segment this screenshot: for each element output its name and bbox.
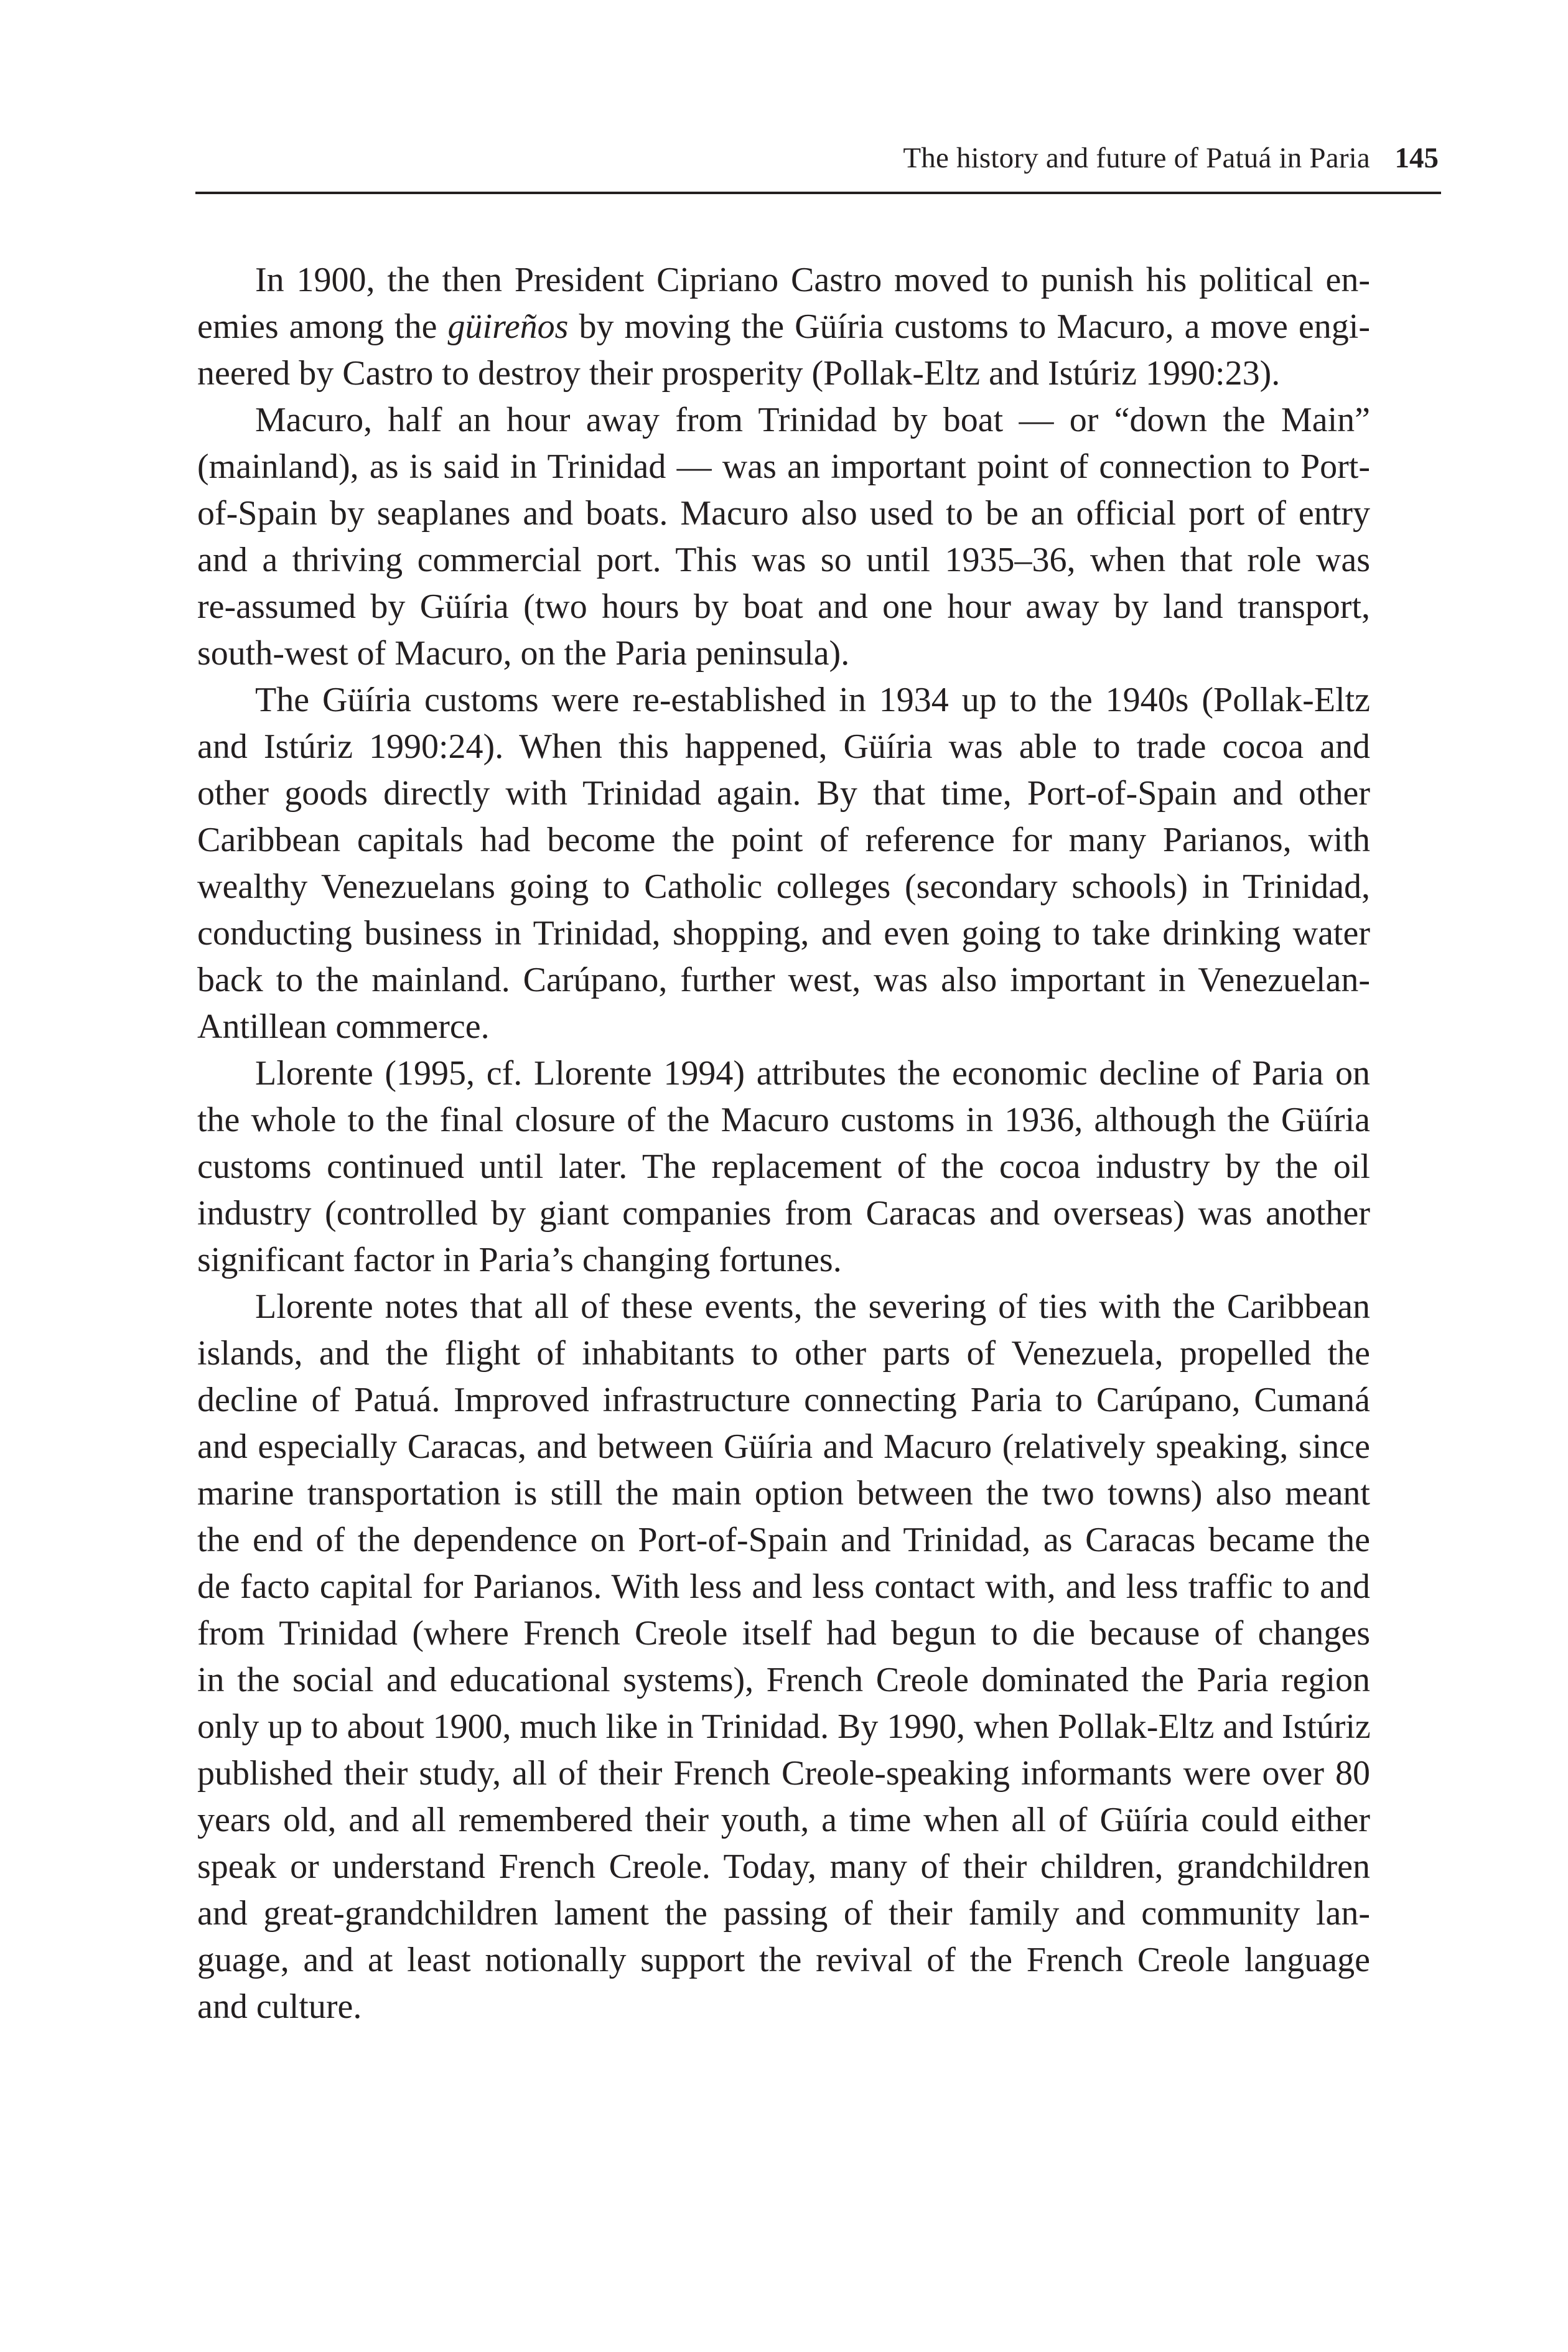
text-line: the whole to the final closure of the Macuro customs in 1936, although the Güíria — [197, 1101, 1370, 1139]
text-line: significant factor in Paria’s changing fortunes. — [197, 1241, 842, 1279]
text-line: and especially Caracas, and between Güíria and Macuro (relatively speaking, since — [197, 1427, 1370, 1466]
text-line: conducting business in Trinidad, shopping, and even going to take drinking water — [197, 914, 1370, 953]
text-line: the end of the dependence on Port-of-Spain and Trinidad, as Caracas became the — [197, 1521, 1370, 1559]
text-line: In 1900, the then President Cipriano Castro moved to punish his political en- — [255, 261, 1370, 299]
text-line: south-west of Macuro, on the Paria peninsula). — [197, 634, 850, 673]
running-head — [195, 139, 1440, 177]
text-line: Llorente notes that all of these events, the severing of ties with the Caribbean — [255, 1287, 1370, 1326]
running-head-title: The history and future of Patuá in Paria — [903, 142, 1370, 174]
text-line: only up to about 1900, much like in Trinidad. By 1990, when Pollak-Eltz and Istúriz — [197, 1707, 1371, 1746]
header-rule-divider — [195, 192, 1441, 194]
text-line: from Trinidad (where French Creole itself had begun to die because of changes — [197, 1614, 1370, 1653]
text-line: Macuro, half an hour away from Trinidad by boat — or “down the Main” — [255, 401, 1370, 439]
paragraph — [197, 1050, 1370, 1284]
text-line: re-assumed by Güíria (two hours by boat and one hour away by land transport, — [197, 587, 1370, 626]
text-line: published their study, all of their French Creole-speaking informants were over 80 — [197, 1754, 1370, 1793]
text-line: industry (controlled by giant companies from Caracas and overseas) was another — [197, 1194, 1370, 1233]
text-line: de facto capital for Parianos. With less and less contact with, and less traffic to and — [197, 1567, 1370, 1606]
text-line: and Istúriz 1990:24). When this happened, Güíria was able to trade cocoa and — [197, 727, 1370, 766]
italic-term: güireños — [447, 307, 569, 346]
text-line: The Güíria customs were re-established in 1934 up to the 1940s (Pollak-Eltz — [255, 681, 1370, 719]
text-line: decline of Patuá. Improved infrastructure connecting Paria to Carúpano, Cumaná — [197, 1381, 1370, 1419]
text-line: back to the mainland. Carúpano, further west, was also important in Venezuelan- — [197, 961, 1370, 999]
text-line: wealthy Venezuelans going to Catholic colleges (secondary schools) in Trinidad, — [197, 867, 1370, 906]
text-line: Llorente (1995, cf. Llorente 1994) attributes the economic decline of Paria on — [255, 1054, 1370, 1093]
text-line: guage, and at least notionally support the revival of the French Creole language — [197, 1941, 1370, 1979]
paragraph — [197, 397, 1370, 677]
text-line: and great-grandchildren lament the passing of their family and community lan- — [197, 1894, 1370, 1933]
text-line: (mainland), as is said in Trinidad — was an important point of connection to Port- — [197, 447, 1370, 486]
text-line: other goods directly with Trinidad again. By that time, Port-of-Spain and other — [197, 774, 1370, 813]
body-text — [197, 257, 1370, 2030]
page-number: 145 — [1394, 142, 1439, 174]
paragraph — [197, 677, 1370, 1050]
text-line: customs continued until later. The replacement of the cocoa industry by the oil — [197, 1147, 1370, 1186]
text-line: marine transportation is still the main option between the two towns) also meant — [197, 1474, 1370, 1513]
text-line: and a thriving commercial port. This was so until 1935–36, when that role was — [197, 541, 1370, 579]
text-line: in the social and educational systems), French Creole dominated the Paria region — [197, 1661, 1370, 1699]
text-line: speak or understand French Creole. Today, many of their children, grandchildren — [197, 1847, 1370, 1886]
text-line: islands, and the flight of inhabitants to other parts of Venezuela, propelled the — [197, 1334, 1370, 1373]
text-line: and culture. — [197, 1987, 362, 2026]
text-line: emies among the güireños by moving the Güíria customs to Macuro, a move engi- — [197, 307, 1370, 346]
text-line: Caribbean capitals had become the point of reference for many Parianos, with — [197, 821, 1370, 859]
text-line: neered by Castro to destroy their prosperity (Pollak-Eltz and Istúriz 1990:23). — [197, 354, 1281, 393]
text-line: Antillean commerce. — [197, 1007, 490, 1046]
text-line: of-Spain by seaplanes and boats. Macuro also used to be an official port of entry — [197, 494, 1370, 533]
paragraph — [197, 1284, 1370, 2030]
text-line: years old, and all remembered their youth, a time when all of Güíria could either — [197, 1801, 1370, 1839]
paragraph — [197, 257, 1370, 397]
